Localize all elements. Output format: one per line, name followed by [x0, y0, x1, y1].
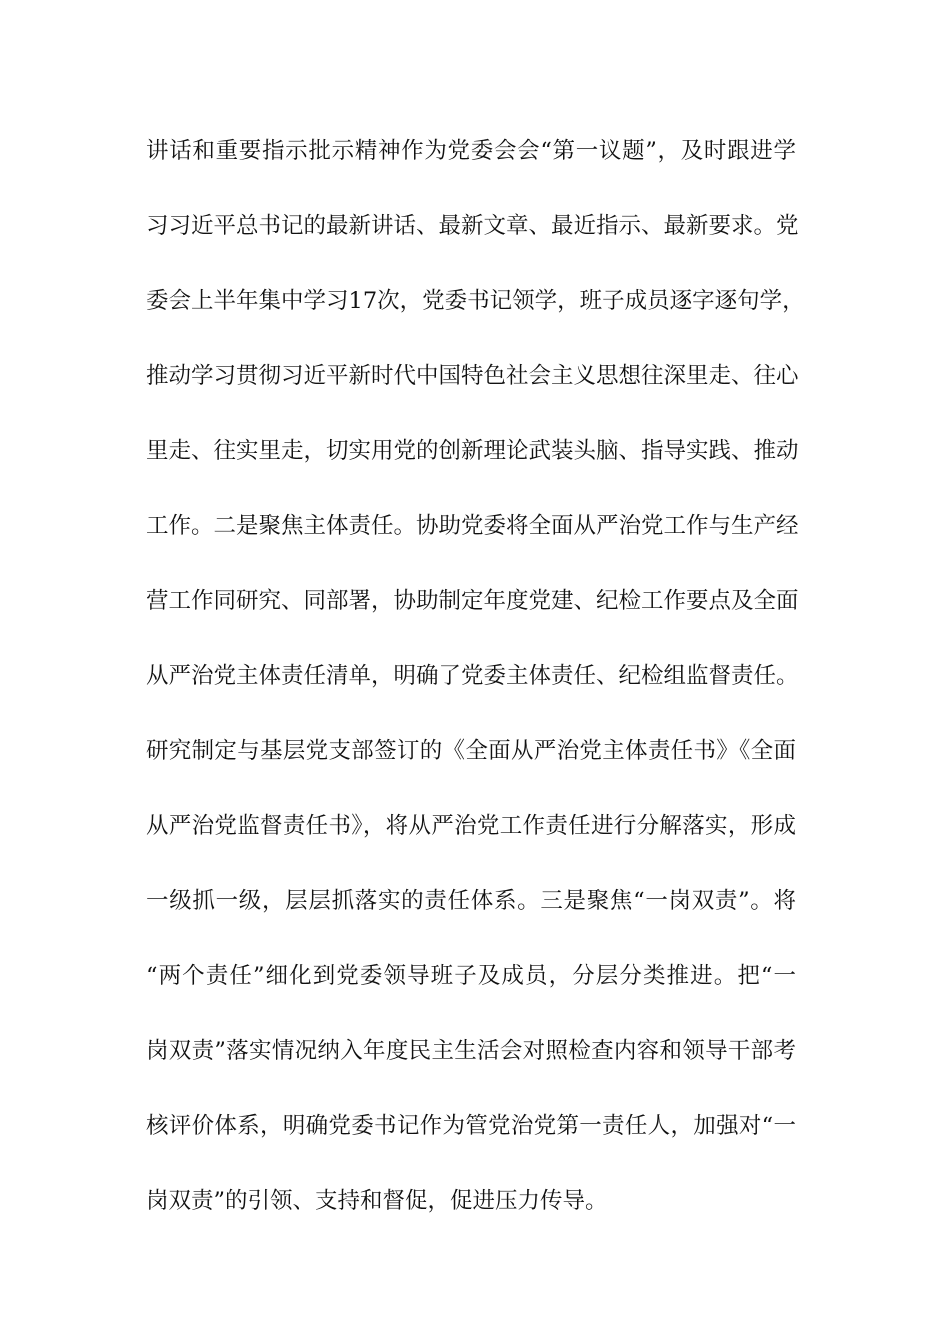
body-paragraph: [146, 132, 805, 1257]
text-line: 研究制定与基层党支部签订的《全面从严治党主体责任书》《全面: [146, 738, 796, 764]
text-line: 里走、往实里走，切实用党的创新理论武装头脑、指导实践、推动: [146, 438, 799, 464]
text-line: 习习近平总书记的最新讲话、最新文章、最近指示、最新要求。党: [146, 213, 799, 239]
text-line: 讲话和重要指示批示精神作为党委会会“第一议题”，及时跟进学: [146, 138, 796, 164]
text-line: 岗双责”落实情况纳入年度民主生活会对照检查内容和领导干部考: [146, 1038, 796, 1064]
text-line: 核评价体系，明确党委书记作为管党治党第一责任人，加强对“一: [146, 1113, 796, 1139]
text-line: 推动学习贯彻习近平新时代中国特色社会主义思想往深里走、往心: [146, 363, 799, 389]
text-line: 从严治党主体责任清单，明确了党委主体责任、纪检组监督责任。: [146, 663, 799, 689]
text-line: 营工作同研究、同部署，协助制定年度党建、纪检工作要点及全面: [146, 588, 799, 614]
text-line: 工作。二是聚焦主体责任。协助党委将全面从严治党工作与生产经: [146, 513, 799, 539]
text-line: “两个责任”细化到党委领导班子及成员，分层分类推进。把“一: [146, 963, 796, 989]
text-line: 从严治党监督责任书》，将从严治党工作责任进行分解落实，形成: [146, 813, 796, 839]
text-line-last: 岗双责”的引领、支持和督促，促进压力传导。: [146, 1188, 608, 1214]
text-line: 委会上半年集中学习17次，党委书记领学，班子成员逐字逐句学，: [146, 288, 805, 314]
text-line: 一级抓一级，层层抓落实的责任体系。三是聚焦“一岗双责”。将: [146, 888, 796, 914]
